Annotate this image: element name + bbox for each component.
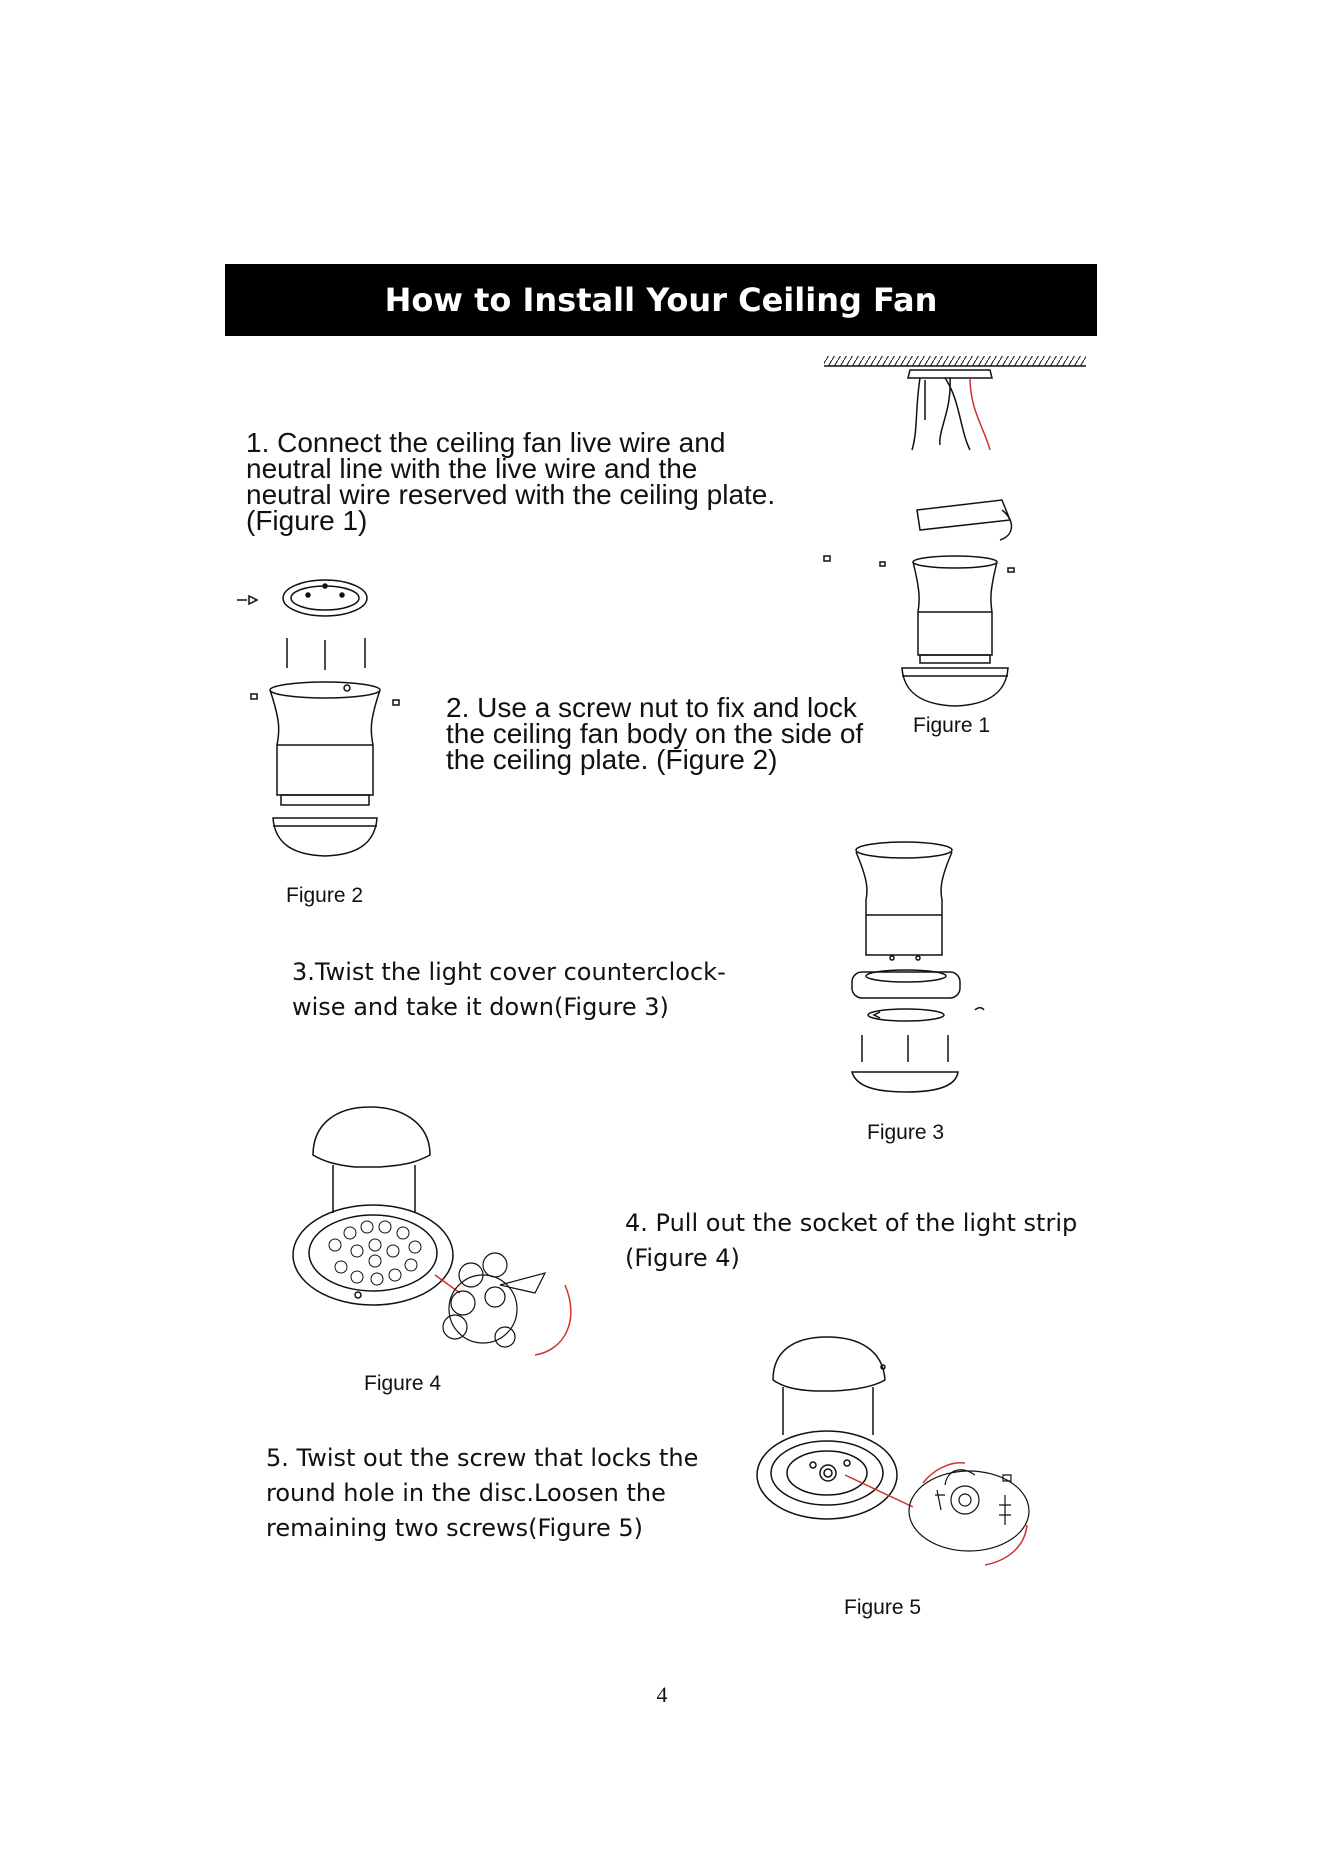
figure-4-caption: Figure 4: [364, 1372, 442, 1395]
title-bar: [225, 264, 1097, 336]
step-2-text: 2. Use a screw nut to fix and lock the ceiling fan body on the side of the ceiling plate. (Figure 2): [446, 692, 864, 775]
step-3-text: 3.Twist the light cover counterclock- wise and take it down(Figure 3): [292, 958, 726, 1021]
step-1-text: 1. Connect the ceiling fan live wire and neutral line with the live wire and the neutral wire reserved with the ceiling plate. (Figure 1): [246, 427, 776, 536]
figure-5-illustration: [755, 1335, 1035, 1575]
step-4-text: 4. Pull out the socket of the light strip (Figure 4): [625, 1209, 1078, 1272]
figure-4-illustration: [295, 1105, 585, 1355]
figure-2-caption: Figure 2: [286, 884, 364, 907]
figure-2-illustration: [235, 570, 405, 860]
figure-1-caption: Figure 1: [913, 714, 991, 737]
figure-3-illustration: [840, 840, 1000, 1090]
step-5-text: 5. Twist out the screw that locks the round hole in the disc.Loosen the remaining two screws(Figure 5): [266, 1444, 699, 1542]
figure-1-illustration: [820, 350, 1090, 720]
page-number: 4: [656, 1682, 668, 1707]
page-title: How to Install Your Ceiling Fan: [384, 281, 938, 319]
figure-5-caption: Figure 5: [844, 1596, 922, 1619]
figure-3-caption: Figure 3: [867, 1121, 945, 1144]
